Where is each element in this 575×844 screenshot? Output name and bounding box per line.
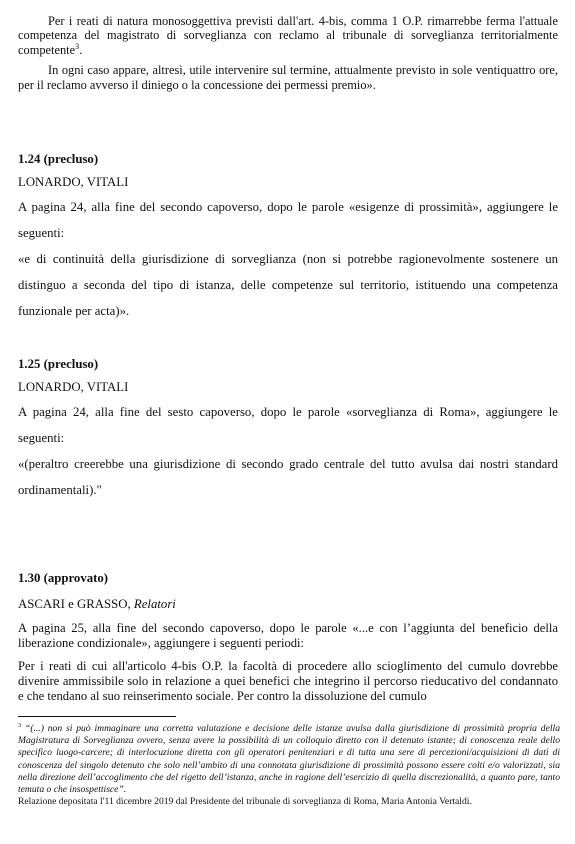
amendment-1-30 [18, 570, 558, 704]
footnote [18, 723, 560, 808]
amendment-text: Per i reati di cui all'articolo 4-bis O.P. la facoltà di procedere allo scioglimento del cumulo dovrebbe divenire ammissibile solo in relazione a quei benefici che integrino il percorso rieducativo del condannato e che tendano al suo reinserimento sociale. Per contro la dissoluzione del cumulo [18, 659, 558, 703]
amendment-text: «(peraltro creerebbe una giurisdizione di secondo grado centrale del tutto avulsa dai nostri standard ordinamentali)." [18, 457, 558, 497]
amendment-authors: LONARDO, VITALI [18, 380, 129, 394]
amendment-1-24 [18, 151, 558, 324]
amendment-text: «e di continuità della giurisdizione di sorveglianza (non si potrebbe ragionevolmente sostenere un distinguo a seconda del tipo di istanza, delle competenze sul territorio, istituendo una competenza funzionale per acta)». [18, 252, 558, 318]
footnote-separator [18, 716, 176, 717]
amendment-authors [18, 596, 558, 612]
amendment-number: 1.30 (approvato) [18, 571, 109, 585]
amendment-instruction: A pagina 24, alla fine del sesto capoverso, dopo le parole «sorveglianza di Roma», aggiungere le seguenti: [18, 405, 558, 445]
amendment-1-25 [18, 356, 558, 503]
amendment-authors-role: Relatori [133, 597, 176, 611]
footnote-marker: 3 [18, 721, 22, 729]
intro-paragraph-1-end: . [79, 42, 83, 57]
amendment-instruction: A pagina 24, alla fine del secondo capoverso, dopo le parole «esigenze di prossimità», aggiungere le seguenti: [18, 200, 558, 240]
footnote-reference: 3 [75, 41, 80, 51]
intro-section [18, 14, 558, 92]
amendment-instruction: A pagina 25, alla fine del secondo capoverso, dopo le parole «...e con l’aggiunta del beneficio della liberazione condizionale», aggiungere i seguenti periodi: [18, 621, 558, 650]
amendment-authors: LONARDO, VITALI [18, 175, 129, 189]
intro-paragraph-2: In ogni caso appare, altresì, utile intervenire sul termine, attualmente previsto in sole ventiquattro ore, per il reclamo avverso il diniego o la concessione dei permessi premio». [18, 63, 558, 92]
footnote-quote: “(...) non si può immaginare una corretta valutazione e decisione delle istanze avulsa dalla giurisdizione di prossimità propria della Magistratura di Sorveglianza ovvero, senza avere la possibilità di un colloquio diretto con il detenuto istante; di conoscenza reale dello specifico luogo-carcere; di interlocuzione diretta con gli operatori penitenziari e di tutta una sere di percezioni/acquisizioni di dati di conoscenza del singolo detenuto che solo nell’ambito di una connotata giurisdizione di prossimità possono essere colti e/o valorizzati, sia nella direzione dell’accoglimento che del rigetto dell’istanza, anche in ragione dell’esercizio di quella discrezionalità, a quanto pare, tanto temuta o che insospettisce”. [18, 723, 560, 796]
intro-paragraph-1-text: Per i reati di natura monosoggettiva previsti dall'art. 4-bis, comma 1 O.P. rimarrebbe ferma l'attuale competenza del magistrato di sorveglianza con reclamo al tribunale di sorveglianza territorialmente competente [18, 14, 558, 57]
footnote-body [18, 723, 560, 796]
amendment-number: 1.25 (precluso) [18, 357, 99, 371]
footnote-source: Relazione depositata l'11 dicembre 2019 dal Presidente del tribunale di sorveglianza di Roma, Maria Antonia Vertaldi. [18, 796, 472, 808]
amendment-authors-names: ASCARI e GRASSO, [18, 597, 131, 611]
amendment-number: 1.24 (precluso) [18, 152, 99, 166]
intro-paragraph-1 [18, 14, 558, 57]
